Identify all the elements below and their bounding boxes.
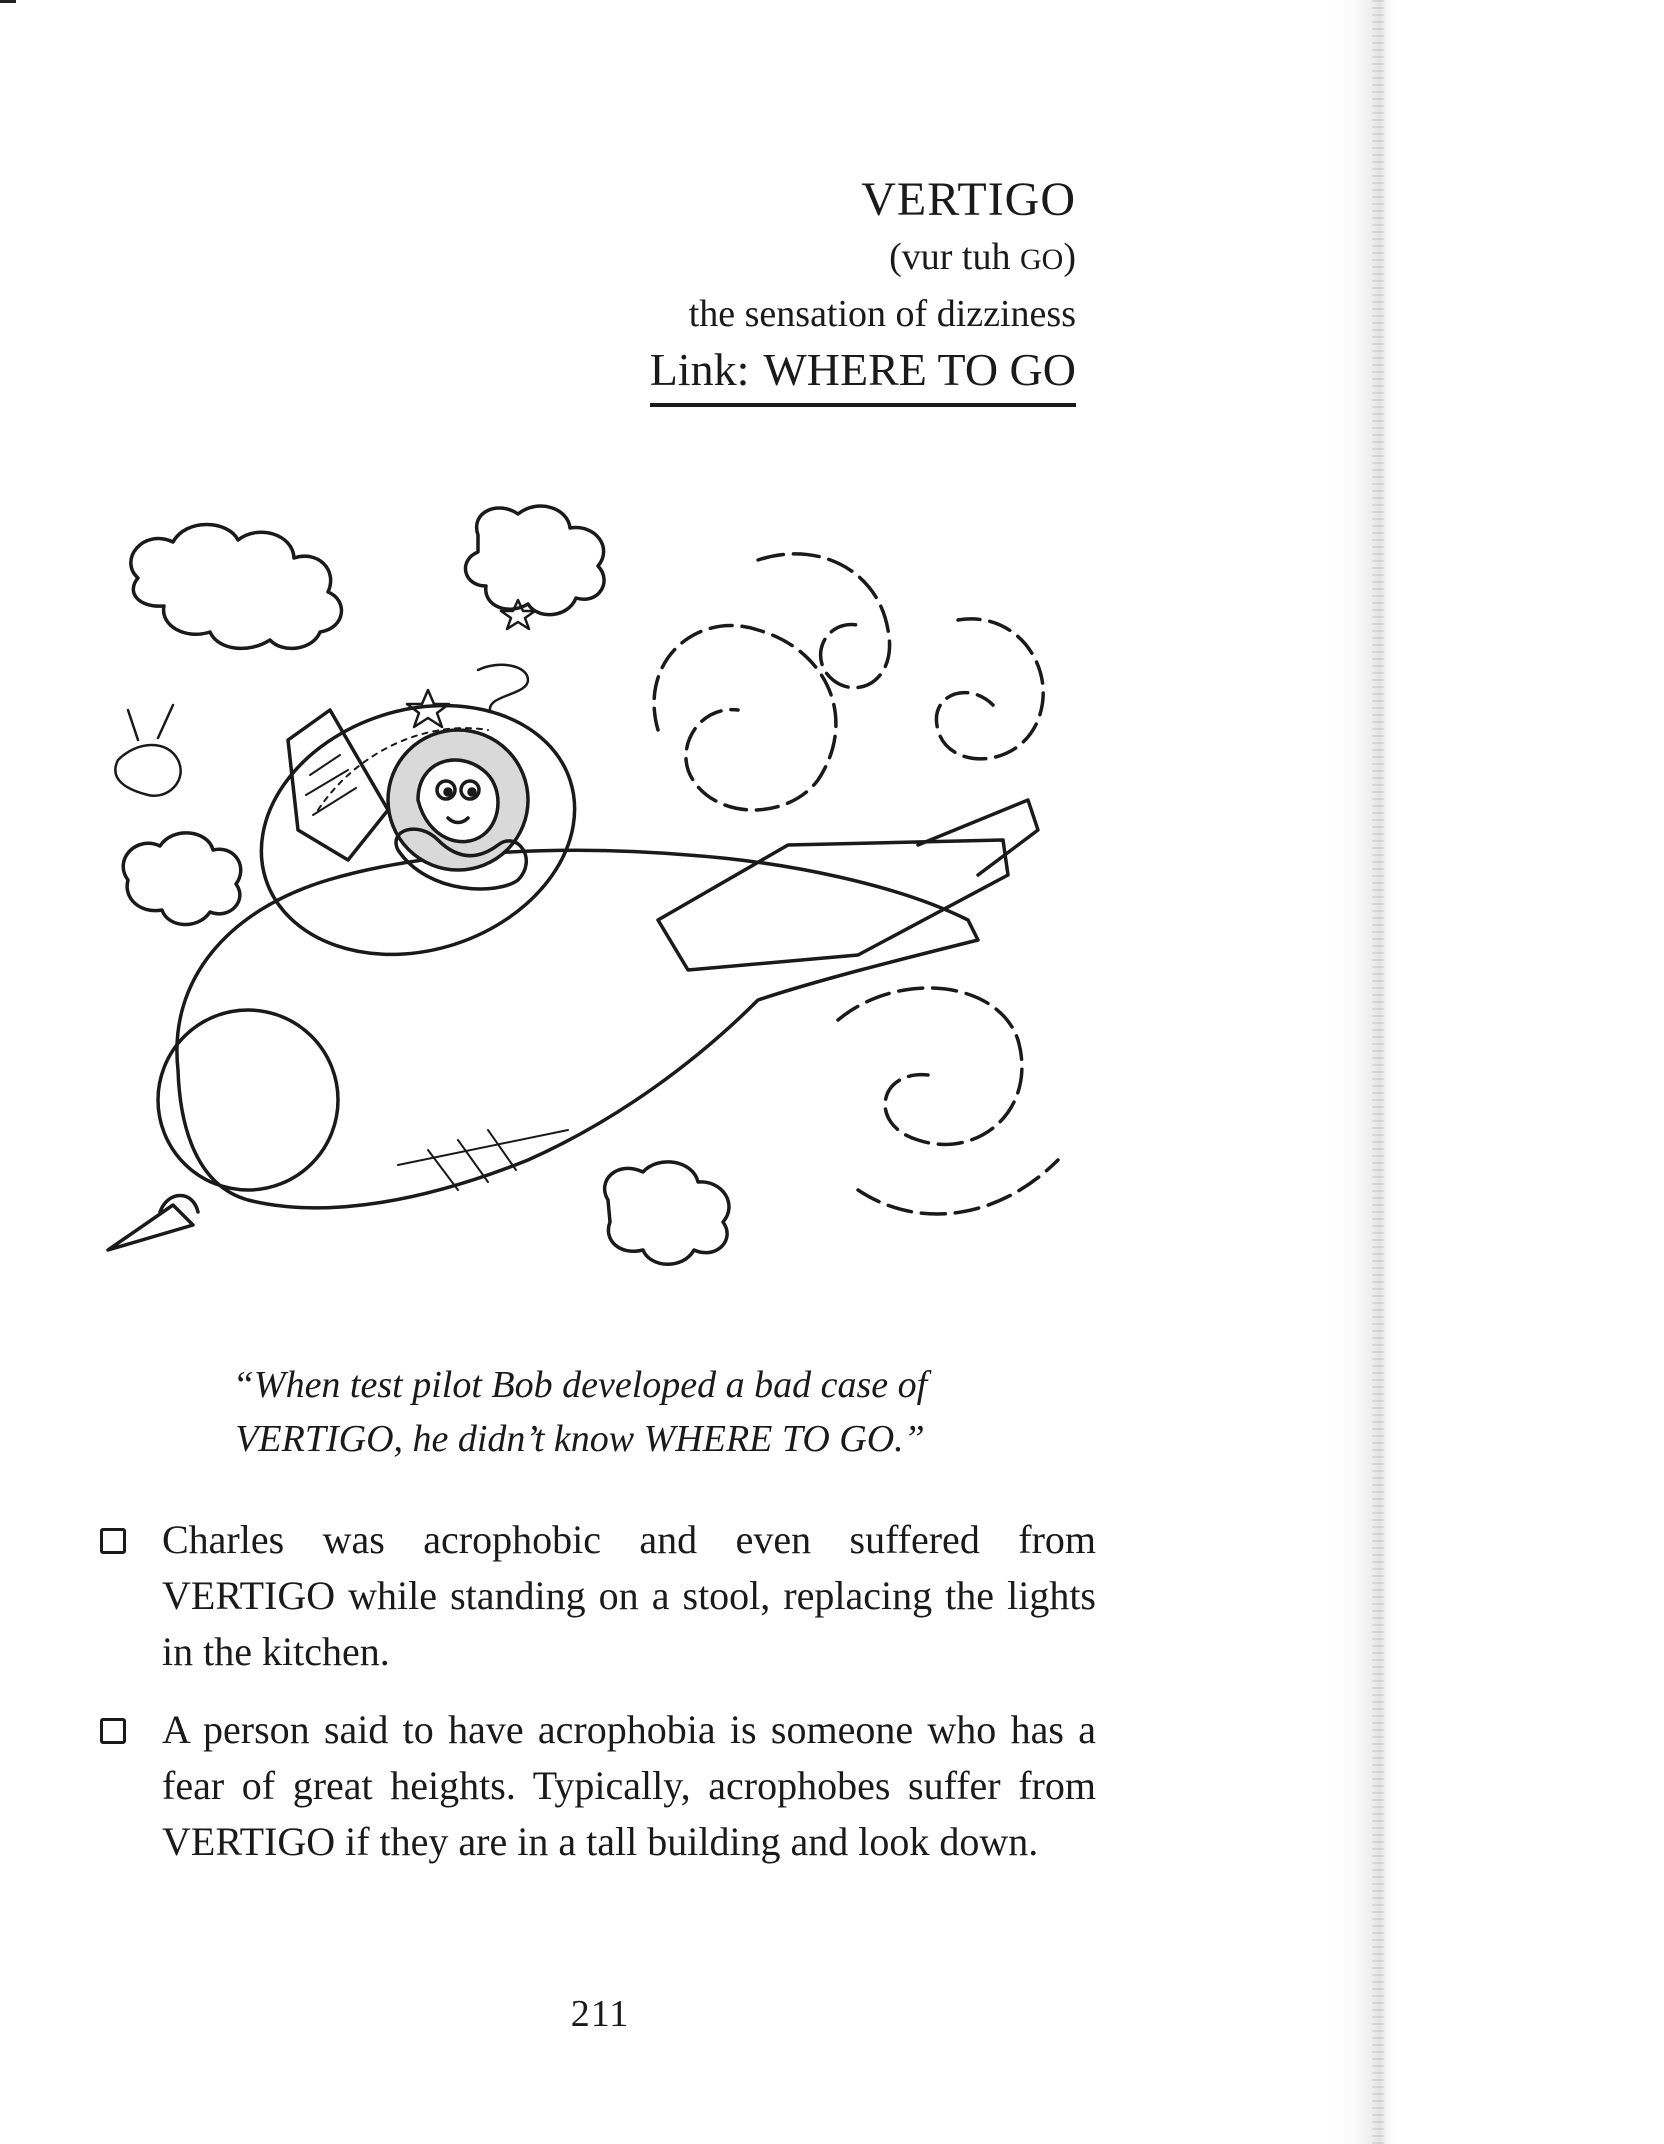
caption-line-2: VERTIGO, he didn’t know WHERE TO GO.” (235, 1418, 925, 1460)
cloud-bottom (605, 1162, 729, 1264)
link-word: WHERE TO GO (763, 344, 1076, 395)
swirl-loop-2 (758, 554, 890, 688)
illustration-caption (120, 1358, 1040, 1466)
cloud-top-left (131, 525, 342, 649)
pronunciation-open: (vur tuh (889, 236, 1020, 278)
dizzy-swirl (478, 665, 528, 710)
example-item (96, 1702, 1096, 1870)
swirl-loop-3 (936, 619, 1043, 759)
page-number: 211 (570, 1993, 630, 2035)
tail-hatch (306, 755, 356, 815)
scan-corner-mark (0, 0, 16, 3)
checkbox-icon (100, 1528, 126, 1554)
example-text: A person said to have acrophobia is someone who has a fear of great heights. Typically, acrophobes suffer from VERTIGO if they are in a tall building and look down. (162, 1707, 1096, 1864)
swirl-loop-4 (838, 988, 1022, 1144)
example-list (96, 1512, 1096, 1892)
definition: the sensation of dizziness (688, 293, 1076, 335)
swirl-loop-5 (858, 1160, 1058, 1214)
wing (658, 840, 1008, 970)
memory-link (650, 341, 1076, 407)
gutter-noise (1372, 0, 1384, 2144)
wing-front (918, 800, 1038, 875)
dizzy-star-1 (407, 690, 449, 727)
link-label: Link: (649, 344, 750, 395)
nose-spike (108, 1205, 193, 1250)
checkbox-icon (100, 1718, 126, 1744)
cartoon-airplane-pilot-icon (98, 500, 1094, 1350)
entry-header (376, 170, 1076, 407)
nose-cone (158, 1010, 338, 1190)
cloud-top-center (466, 506, 605, 615)
headword: VERTIGO (861, 173, 1076, 226)
pronunciation-stress: GO (1020, 243, 1064, 276)
fuselage-hatch (398, 1130, 568, 1190)
cloud-left-mid (123, 833, 241, 925)
example-text: Charles was acrophobic and even suffered from VERTIGO while standing on a stool, replacing the lights in the kitchen. (162, 1517, 1096, 1674)
swirl-loop-1 (654, 626, 836, 810)
example-item (96, 1512, 1096, 1680)
fuselage (177, 850, 978, 1208)
pronunciation-close: ) (1063, 236, 1076, 278)
bird (115, 705, 180, 796)
pronunciation (376, 230, 1076, 287)
caption-line-1: “When test pilot Bob developed a bad case of (232, 1364, 928, 1406)
